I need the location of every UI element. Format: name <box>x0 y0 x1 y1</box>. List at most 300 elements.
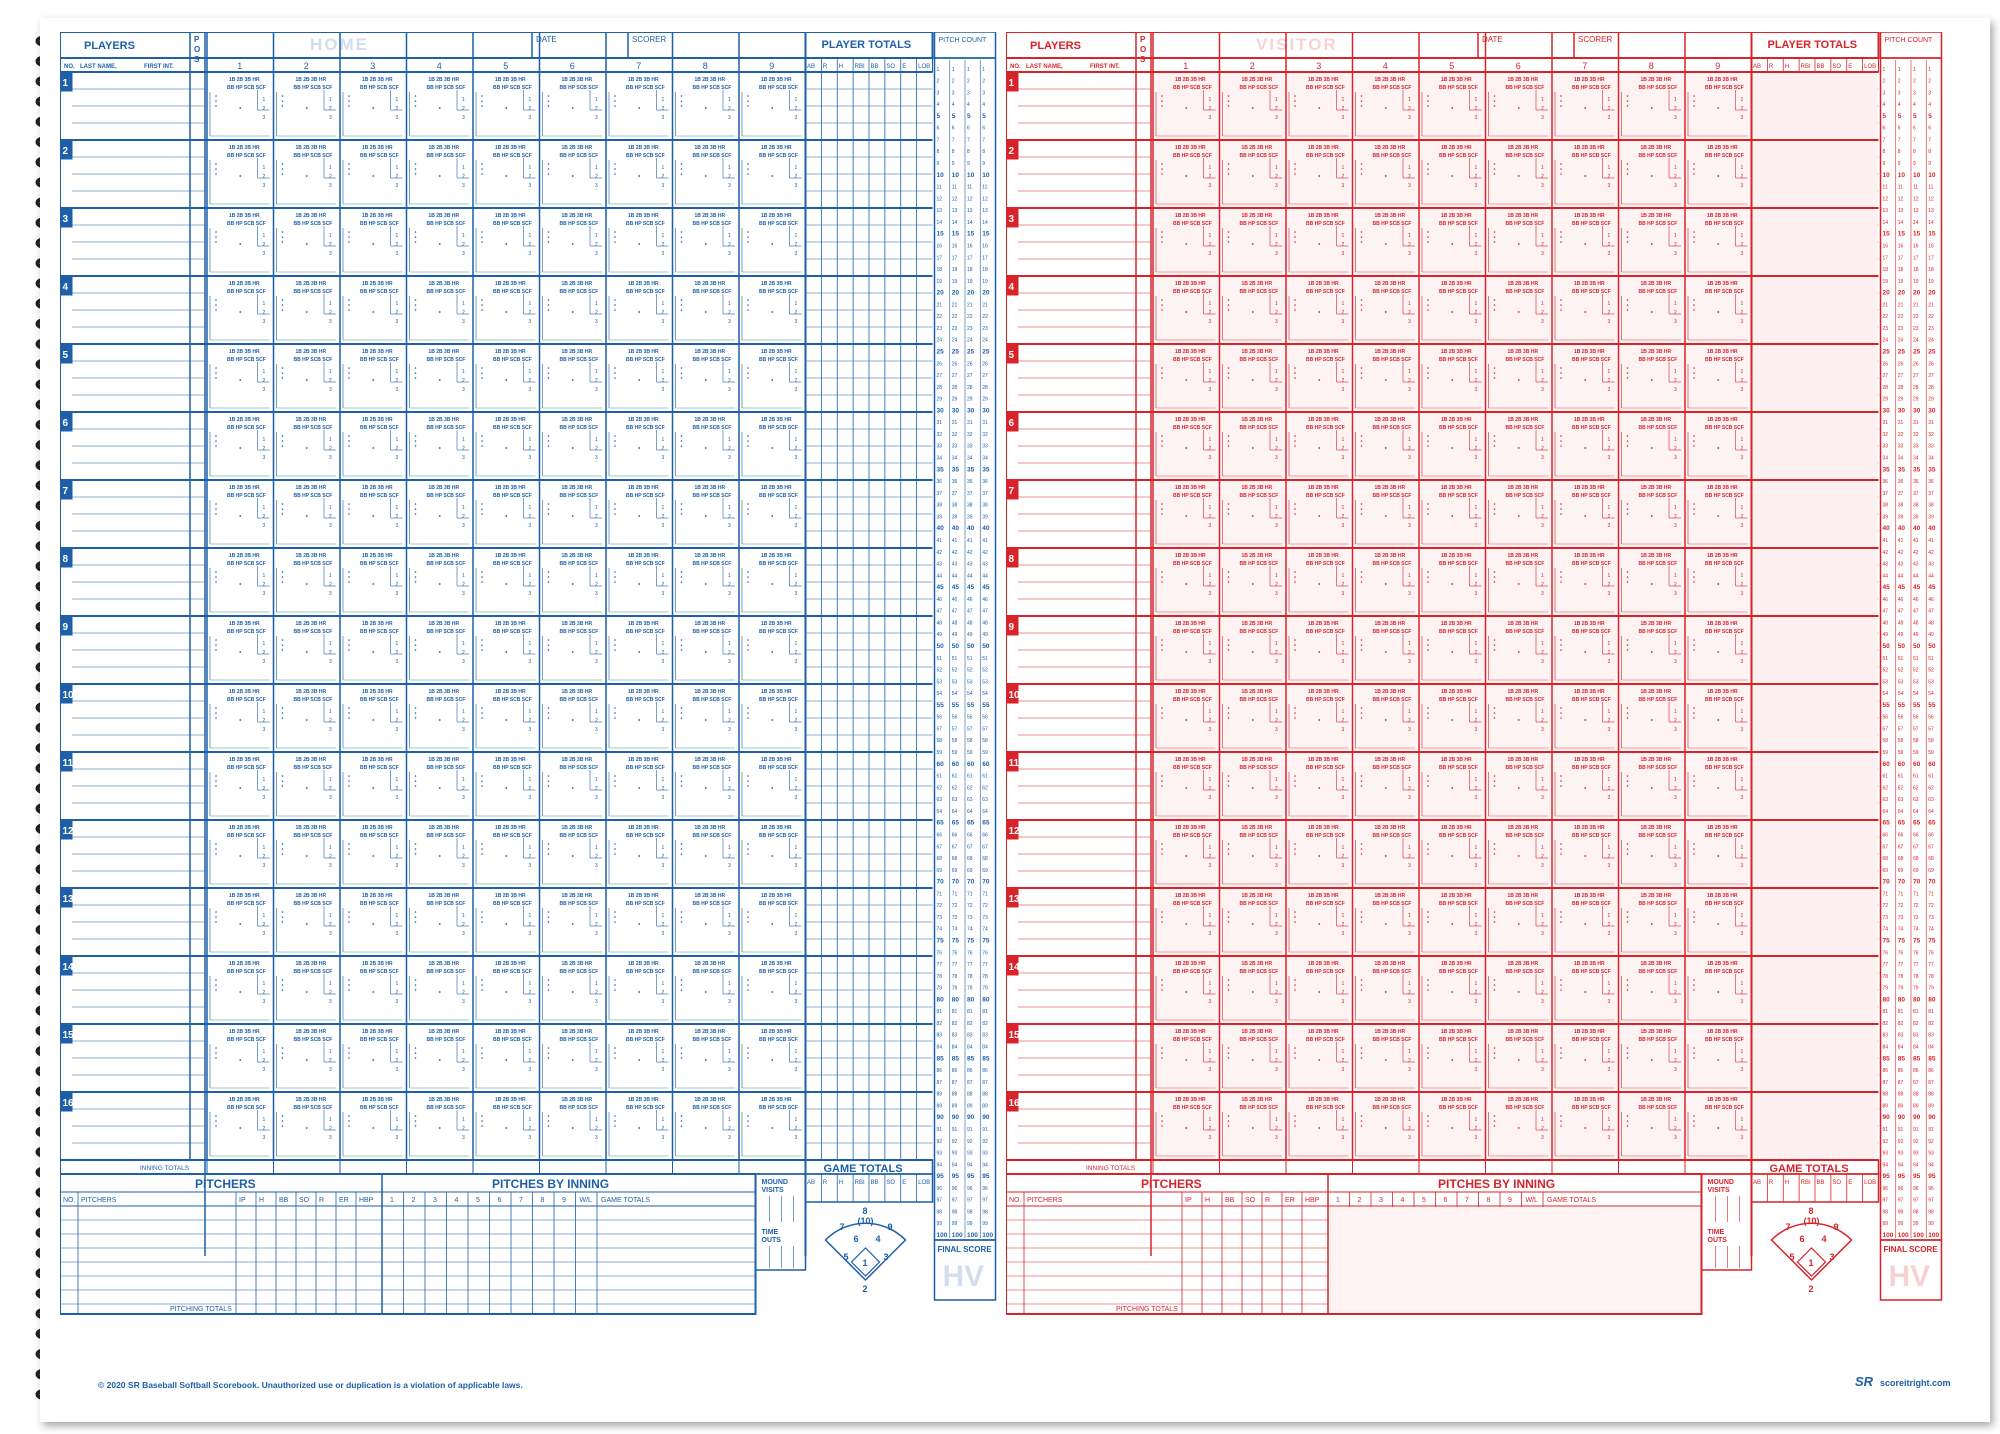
base-number: 2 <box>661 514 665 520</box>
base-number: 2 <box>1275 854 1278 860</box>
mound-dot <box>771 447 773 449</box>
base-number: 2 <box>329 582 332 588</box>
count-dot <box>282 916 284 918</box>
at-bat-cell <box>1553 73 1618 139</box>
base-number: 1 <box>528 981 532 987</box>
base-number: 1 <box>1674 437 1677 443</box>
count-dot <box>1161 717 1163 719</box>
base-number: 1 <box>262 641 266 647</box>
mound-dot <box>439 583 441 585</box>
base-number: 3 <box>462 523 465 529</box>
hit-labels: 1B 2B 3B HR <box>761 621 792 627</box>
walk-labels: BB HP SCB SCF <box>1505 901 1545 907</box>
base-number: 3 <box>595 387 598 393</box>
pitch-count-number: 89 <box>982 1103 988 1110</box>
pitch-count-number: 61 <box>967 773 973 780</box>
count-dot <box>1693 785 1695 787</box>
at-bat-cell <box>1154 73 1219 139</box>
count-dot <box>681 372 683 374</box>
mound-dot <box>505 583 507 585</box>
count-dot <box>348 576 350 578</box>
walk-labels: BB HP SCB SCF <box>1239 153 1279 159</box>
base-number: 1 <box>528 777 532 783</box>
base-number: 1 <box>728 437 731 443</box>
count-dot <box>747 1052 749 1054</box>
base-number: 3 <box>1208 795 1212 801</box>
base-number: 2 <box>1674 446 1677 452</box>
hit-labels: 1B 2B 3B HR <box>1175 349 1206 355</box>
base-number: 3 <box>528 387 532 393</box>
hit-labels: 1B 2B 3B HR <box>1374 417 1406 423</box>
base-number: 1 <box>1341 505 1345 511</box>
count-dot <box>681 571 683 573</box>
totals-shade <box>1753 549 1878 615</box>
count-dot <box>614 848 616 850</box>
walk-labels: BB HP SCB SCF <box>1572 697 1611 703</box>
pitch-count-number: 2 <box>967 78 970 85</box>
walk-labels: BB HP SCB SCF <box>426 425 466 431</box>
time-outs-label: OUTS <box>761 1237 781 1244</box>
base-number: 3 <box>329 931 332 937</box>
pitch-count-number: 91 <box>936 1126 943 1133</box>
player-subrow <box>1019 345 1135 360</box>
base-number: 2 <box>462 106 465 112</box>
mound-dot <box>1717 447 1719 449</box>
count-dot <box>1560 163 1562 165</box>
pitch-count-number: 81 <box>967 1009 973 1016</box>
base-number: 1 <box>661 913 665 919</box>
at-bat-cell <box>543 961 603 1020</box>
walk-labels: BB HP SCB SCF <box>1372 153 1412 159</box>
base-number: 3 <box>794 795 798 801</box>
base-number: 1 <box>1674 913 1677 919</box>
count-dot <box>215 571 217 573</box>
count-dot <box>215 921 217 923</box>
walk-labels: BB HP SCB SCF <box>1439 493 1478 499</box>
base-number: 3 <box>329 999 332 1005</box>
pitch-count-number: 30 <box>936 407 944 415</box>
hit-labels: 1B 2B 3B HR <box>428 349 460 355</box>
count-dot <box>1161 377 1163 379</box>
count-dot <box>282 168 284 170</box>
base-number: 1 <box>395 301 399 307</box>
mound-dot <box>505 107 507 109</box>
count-dot <box>1294 377 1296 379</box>
pitch-count-number: 41 <box>936 537 943 544</box>
pitch-count-number: 14 <box>951 219 958 226</box>
base-number: 1 <box>1607 165 1611 171</box>
walk-labels: BB HP SCB SCF <box>1505 493 1545 499</box>
count-dot <box>1294 911 1296 913</box>
count-dot <box>282 367 284 369</box>
base-number: 1 <box>595 505 598 511</box>
base-number: 1 <box>329 573 332 579</box>
mound-dot <box>705 1127 707 1129</box>
base-number: 1 <box>1341 233 1345 239</box>
pitchers-table <box>60 1174 756 1314</box>
count-dot <box>1161 299 1163 301</box>
walk-labels: BB HP SCB SCF <box>1239 901 1279 907</box>
mound-dot <box>372 583 374 585</box>
count-dot <box>1627 848 1629 850</box>
pitch-count-number: 21 <box>982 302 988 309</box>
walk-labels: BB HP SCB SCF <box>692 697 732 703</box>
at-bat-cell <box>1287 889 1352 955</box>
count-dot <box>548 304 550 306</box>
scorer-label: SCORER <box>1578 35 1613 44</box>
base-number: 3 <box>1740 727 1744 733</box>
mound-dot <box>439 311 441 313</box>
count-dot <box>1693 571 1695 573</box>
pitch-count-number: 15 <box>982 230 990 238</box>
player-subrow <box>1019 600 1135 615</box>
count-dot <box>215 168 217 170</box>
count-dot <box>1294 780 1296 782</box>
count-dot <box>548 95 550 97</box>
count-dot <box>548 367 550 369</box>
pos-header: S <box>1140 55 1146 64</box>
base-number: 2 <box>1541 174 1544 180</box>
base-number: 2 <box>329 650 332 656</box>
count-dot <box>747 1115 749 1117</box>
at-bat-cell <box>1686 685 1751 751</box>
count-dot <box>614 843 616 845</box>
base-number: 3 <box>462 183 465 189</box>
batting-slot-number: 6 <box>62 418 69 429</box>
player-subrow <box>1019 940 1135 955</box>
count-dot <box>1627 100 1629 102</box>
at-bat-cell <box>1154 617 1219 683</box>
walk-labels: BB HP SCB SCF <box>1306 697 1345 703</box>
pitch-count-number: 57 <box>951 726 958 733</box>
pitch-count-number: 12 <box>982 196 988 203</box>
hit-labels: 1B 2B 3B HR <box>628 553 659 559</box>
count-dot <box>548 105 550 107</box>
walk-labels: BB HP SCB SCF <box>626 85 665 91</box>
count-dot <box>215 299 217 301</box>
player-subrow <box>1019 719 1135 734</box>
hit-labels: 1B 2B 3B HR <box>1308 213 1339 219</box>
at-bat-cell <box>476 689 536 748</box>
base-number: 1 <box>262 97 266 103</box>
base-number: 3 <box>1275 931 1278 937</box>
base-number: 2 <box>462 514 465 520</box>
base-number: 2 <box>1541 106 1544 112</box>
pitch-count-number: 70 <box>967 878 975 886</box>
walk-labels: BB HP SCB SCF <box>493 85 532 91</box>
mound-dot <box>1651 719 1653 721</box>
walk-labels: BB HP SCB SCF <box>1239 85 1279 91</box>
pitch-count-number: 67 <box>936 844 943 851</box>
mound-dot <box>1385 243 1387 245</box>
mound-dot <box>372 991 374 993</box>
mound-dot <box>1651 175 1653 177</box>
pitch-count-number: 30 <box>967 407 975 415</box>
at-bat-cell <box>1154 141 1219 207</box>
base-number: 3 <box>595 183 598 189</box>
base-number: 2 <box>1474 650 1478 656</box>
base-number: 3 <box>1740 795 1744 801</box>
count-dot <box>481 911 483 913</box>
at-bat-cell <box>210 1097 270 1156</box>
field-position-number: 4 <box>875 1234 881 1244</box>
base-number: 1 <box>595 913 598 919</box>
mound-dot <box>306 787 308 789</box>
count-dot <box>1494 979 1496 981</box>
count-dot <box>548 236 550 238</box>
mound-dot <box>239 991 241 993</box>
count-dot <box>415 911 417 913</box>
count-dot <box>1161 639 1163 641</box>
base-number: 2 <box>462 242 465 248</box>
player-subrow <box>1019 906 1135 921</box>
pitch-count-number: 75 <box>967 937 975 945</box>
mound-dot <box>771 855 773 857</box>
pitch-count-number: 17 <box>951 255 958 262</box>
base-number: 1 <box>794 845 798 851</box>
count-dot <box>415 1120 417 1122</box>
pitch-count-number: 43 <box>951 561 958 568</box>
count-dot <box>1560 241 1562 243</box>
base-number: 2 <box>1208 582 1212 588</box>
pitch-count-number: 70 <box>936 878 944 886</box>
field-position-number: 5 <box>843 1252 849 1262</box>
base-number: 2 <box>1275 718 1278 724</box>
base-number: 2 <box>262 446 266 452</box>
base-number: 1 <box>1275 913 1278 919</box>
count-dot <box>747 785 749 787</box>
batting-slot-number: 3 <box>62 214 69 225</box>
count-dot <box>1627 916 1629 918</box>
count-dot <box>282 1057 284 1059</box>
at-bat-cell <box>676 349 736 408</box>
base-number: 1 <box>1208 165 1212 171</box>
count-dot <box>348 984 350 986</box>
base-number: 3 <box>1341 387 1345 393</box>
base-number: 2 <box>1474 854 1478 860</box>
walk-labels: BB HP SCB SCF <box>692 153 732 159</box>
at-bat-cell <box>1487 277 1552 343</box>
at-bat-cell <box>742 1029 802 1088</box>
count-dot <box>1161 231 1163 233</box>
base-number: 2 <box>528 242 532 248</box>
base-number: 1 <box>1607 845 1611 851</box>
mound-dot <box>572 719 574 721</box>
base-number: 2 <box>1208 718 1212 724</box>
pitch-count-number: 39 <box>936 514 943 521</box>
mound-dot <box>1185 515 1187 517</box>
at-bat-cell <box>277 417 337 476</box>
base-number: 1 <box>1674 505 1677 511</box>
hit-labels: 1B 2B 3B HR <box>1374 553 1406 559</box>
count-dot <box>1228 853 1230 855</box>
walk-labels: BB HP SCB SCF <box>1638 493 1678 499</box>
count-dot <box>548 309 550 311</box>
at-bat-cell <box>410 417 470 476</box>
at-bat-cell <box>1420 209 1485 275</box>
count-dot <box>415 916 417 918</box>
at-bat-cell <box>1287 141 1352 207</box>
base-number: 3 <box>1474 659 1478 665</box>
base-number: 1 <box>794 97 798 103</box>
mound-dot <box>638 651 640 653</box>
base-number: 2 <box>1607 514 1611 520</box>
walk-labels: BB HP SCB SCF <box>1439 969 1478 975</box>
walk-labels: BB HP SCB SCF <box>1505 357 1545 363</box>
hit-labels: 1B 2B 3B HR <box>1374 145 1406 151</box>
base-number: 1 <box>1341 573 1345 579</box>
base-number: 2 <box>1275 514 1278 520</box>
walk-labels: BB HP SCB SCF <box>1306 493 1345 499</box>
player-subrow <box>1019 260 1135 275</box>
count-dot <box>548 1115 550 1117</box>
count-dot <box>481 1052 483 1054</box>
at-bat-cell <box>1354 277 1419 343</box>
base-number: 2 <box>1275 174 1278 180</box>
base-number: 2 <box>1474 310 1478 316</box>
hit-labels: 1B 2B 3B HR <box>1574 417 1605 423</box>
pitch-count-number: 33 <box>982 443 988 450</box>
count-dot <box>1228 503 1230 505</box>
base-number: 2 <box>1341 854 1345 860</box>
pitch-count-number: 20 <box>967 289 975 297</box>
count-dot <box>1427 639 1429 641</box>
base-number: 2 <box>329 242 332 248</box>
base-number: 1 <box>661 641 665 647</box>
mound-dot <box>1584 583 1586 585</box>
count-dot <box>1294 435 1296 437</box>
pitch-inning-column-header: 3 <box>433 1197 437 1204</box>
hit-labels: 1B 2B 3B HR <box>1574 893 1605 899</box>
base-number: 2 <box>1740 378 1744 384</box>
pitch-count-number: 17 <box>936 255 943 262</box>
at-bat-cell <box>476 213 536 272</box>
count-dot <box>548 503 550 505</box>
hit-labels: 1B 2B 3B HR <box>628 281 659 287</box>
count-dot <box>1427 299 1429 301</box>
count-dot <box>548 377 550 379</box>
base-number: 1 <box>794 777 798 783</box>
count-dot <box>1494 717 1496 719</box>
count-dot <box>1361 644 1363 646</box>
base-number: 3 <box>794 659 798 665</box>
mound-dot <box>638 107 640 109</box>
walk-labels: BB HP SCB SCF <box>493 425 532 431</box>
base-number: 3 <box>794 251 798 257</box>
base-number: 1 <box>1275 505 1278 511</box>
at-bat-cell <box>742 349 802 408</box>
count-dot <box>282 236 284 238</box>
hit-labels: 1B 2B 3B HR <box>1574 825 1605 831</box>
at-bat-cell <box>1221 617 1286 683</box>
players-header: PLAYERS <box>84 40 135 52</box>
count-dot <box>614 984 616 986</box>
base-number: 1 <box>728 777 731 783</box>
base-number: 3 <box>528 319 532 325</box>
base-number: 1 <box>395 369 399 375</box>
count-dot <box>215 435 217 437</box>
pitch-count-number: 75 <box>951 937 959 945</box>
at-bat-cell <box>1487 73 1552 139</box>
pitch-count-number: 83 <box>967 1032 973 1039</box>
pitch-count-number: 6 <box>982 125 986 132</box>
base-number: 2 <box>528 378 532 384</box>
walk-labels: BB HP SCB SCF <box>426 697 466 703</box>
base-number: 3 <box>661 863 665 869</box>
mound-dot <box>1385 991 1387 993</box>
count-dot <box>1161 100 1163 102</box>
inning-number: 6 <box>1515 61 1521 71</box>
base-number: 3 <box>1607 455 1611 461</box>
base-number: 3 <box>728 1067 731 1073</box>
pitch-inning-column-header: 2 <box>411 1197 416 1204</box>
mound-dot <box>771 1059 773 1061</box>
base-number: 2 <box>1740 718 1744 724</box>
pitch-count-number: 83 <box>951 1032 958 1039</box>
count-dot <box>1161 503 1163 505</box>
count-dot <box>1427 576 1429 578</box>
count-dot <box>548 576 550 578</box>
count-dot <box>481 508 483 510</box>
hit-labels: 1B 2B 3B HR <box>761 961 792 967</box>
pitch-count-number: 68 <box>936 856 943 863</box>
count-dot <box>1294 979 1296 981</box>
at-bat-cell <box>277 893 337 952</box>
count-dot <box>348 105 350 107</box>
count-dot <box>1161 989 1163 991</box>
hit-labels: 1B 2B 3B HR <box>628 145 659 151</box>
count-dot <box>348 775 350 777</box>
final-score-label: FINAL SCORE <box>937 1245 992 1254</box>
base-number: 3 <box>1541 591 1544 597</box>
base-number: 1 <box>1740 641 1744 647</box>
count-dot <box>415 163 417 165</box>
mound-dot <box>1717 107 1719 109</box>
at-bat-cell <box>609 417 669 476</box>
count-dot <box>548 979 550 981</box>
walk-labels: BB HP SCB SCF <box>360 833 399 839</box>
pitch-count-number: 25 <box>951 348 959 356</box>
base-number: 2 <box>1541 514 1544 520</box>
count-dot <box>548 513 550 515</box>
count-dot <box>215 775 217 777</box>
count-dot <box>1494 775 1496 777</box>
base-number: 1 <box>1208 233 1212 239</box>
walk-labels: BB HP SCB SCF <box>493 969 532 975</box>
count-dot <box>548 984 550 986</box>
at-bat-cell <box>1686 821 1751 887</box>
count-dot <box>348 241 350 243</box>
count-dot <box>1693 95 1695 97</box>
hit-labels: 1B 2B 3B HR <box>1507 621 1539 627</box>
count-dot <box>1693 921 1695 923</box>
base-number: 1 <box>661 709 665 715</box>
mound-dot <box>306 719 308 721</box>
mound-dot <box>239 1059 241 1061</box>
count-dot <box>548 231 550 233</box>
hit-labels: 1B 2B 3B HR <box>495 349 526 355</box>
pitch-count-number: 50 <box>951 643 959 650</box>
base-number: 3 <box>262 1135 266 1141</box>
base-number: 3 <box>1275 659 1278 665</box>
pitch-count-number: 36 <box>982 479 988 486</box>
mound-dot <box>572 651 574 653</box>
walk-labels: BB HP SCB SCF <box>1306 289 1345 295</box>
count-dot <box>415 775 417 777</box>
base-number: 1 <box>1408 845 1411 851</box>
pitch-count-number: 3 <box>951 90 955 97</box>
pitch-count-number: 47 <box>936 608 943 615</box>
